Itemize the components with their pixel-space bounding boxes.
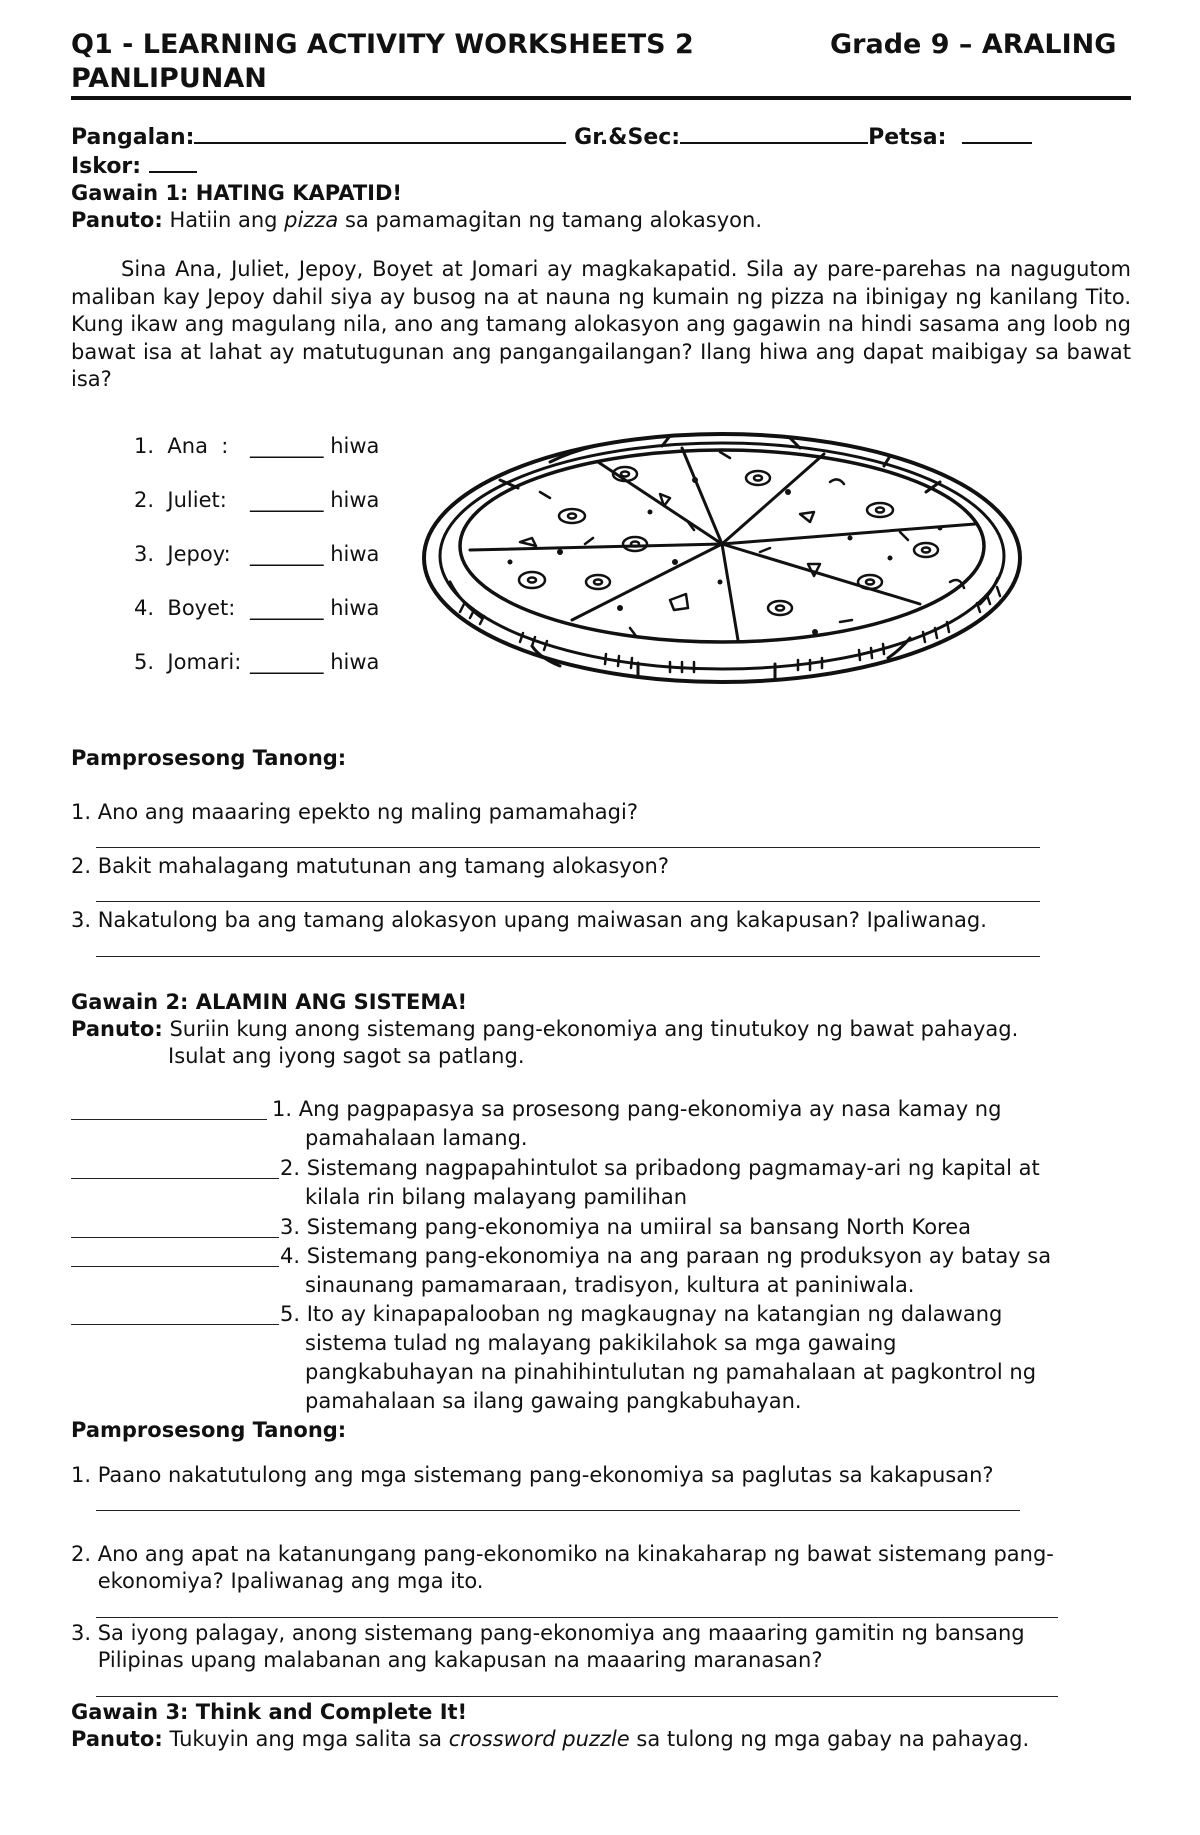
list-item: 3. Sistemang pang-ekonomiya na umiiral sa bansang North Korea: [280, 1215, 972, 1239]
directions-italic: pizza: [284, 208, 339, 232]
date-label: Petsa:: [868, 125, 947, 150]
score-field[interactable]: [149, 151, 197, 173]
pizza-icon: [420, 432, 1025, 694]
gawain1-directions: [71, 207, 762, 234]
worksheet-title: Q1 - LEARNING ACTIVITY WORKSHEETS 2: [71, 29, 694, 60]
answer-line[interactable]: [96, 1510, 1020, 1511]
grade-label: Grade 9 – ARALING: [830, 29, 1117, 60]
directions-text: Suriin kung anong sistemang pang-ekonomiya ang tinutukoy ng bawat pahayag.: [162, 1017, 1019, 1041]
directions-text: sa pamamagitan ng tamang alokasyon.: [338, 208, 762, 232]
list-item-continuation: pamahalaan lamang.: [305, 1126, 528, 1150]
section-field[interactable]: [680, 122, 868, 144]
process-questions-title: Pamprosesong Tanong:: [71, 746, 347, 770]
list-item: 2. Juliet:: [134, 488, 227, 512]
gawain1-title: Gawain 1: HATING KAPATID!: [71, 181, 402, 205]
list-item-continuation: sinaunang pamamaraan, tradisyon, kultura at paniniwala.: [305, 1273, 915, 1297]
name-label: Pangalan:: [71, 125, 195, 150]
list-item: 5. Jomari:: [134, 650, 242, 674]
question-1: 1. Paano nakatutulong ang mga sistemang pang-ekonomiya sa paglutas sa kakapusan?: [71, 1463, 994, 1487]
question-1: 1. Ano ang maaaring epekto ng maling pamamahagi?: [71, 800, 638, 824]
list-item: 3. Jepoy:: [134, 542, 231, 566]
answer-blank[interactable]: _______ hiwa: [250, 434, 380, 458]
worksheet-header: [71, 28, 1131, 96]
question-3: 3. Sa iyong palagay, anong sistemang pang-ekonomiya ang maaaring gamitin ng bansang: [71, 1621, 1025, 1645]
section-label: Gr.&Sec:: [574, 125, 681, 150]
answer-line[interactable]: [96, 901, 1040, 902]
answer-blank[interactable]: _______ hiwa: [250, 488, 380, 512]
directions-text: Hatiin ang: [162, 208, 285, 232]
header-divider: [71, 96, 1131, 100]
directions-label: Panuto:: [71, 1727, 163, 1751]
gawain3-directions: [71, 1726, 1029, 1753]
list-item: 2. Sistemang nagpapahintulot sa pribadong pagmamay-ari ng kapital at: [280, 1156, 1040, 1180]
answer-blank[interactable]: [71, 1119, 267, 1120]
question-3: 3. Nakatulong ba ang tamang alokasyon upang maiwasan ang kakapusan? Ipaliwanag.: [71, 908, 987, 932]
list-item: 1. Ang pagpapasya sa prosesong pang-ekonomiya ay nasa kamay ng: [272, 1097, 1002, 1121]
list-item-continuation: pangkabuhayan na pinahihintulutan ng pamahalaan at pagkontrol ng: [305, 1360, 1037, 1384]
gawain2-directions-line2: Isulat ang iyong sagot sa patlang.: [168, 1044, 525, 1068]
list-item: 4. Boyet:: [134, 596, 236, 620]
list-item: 1. Ana :: [134, 434, 229, 458]
question-2: 2. Bakit mahalagang matutunan ang tamang alokasyon?: [71, 854, 669, 878]
directions-label: Panuto:: [71, 1017, 163, 1041]
list-item-continuation: kilala rin bilang malayang pamilihan: [305, 1185, 687, 1209]
answer-blank[interactable]: [71, 1178, 279, 1179]
answer-blank[interactable]: _______ hiwa: [250, 542, 380, 566]
answer-line[interactable]: [96, 847, 1040, 848]
answer-blank[interactable]: [71, 1266, 279, 1267]
answer-line[interactable]: [96, 956, 1040, 957]
answer-blank[interactable]: [71, 1324, 279, 1325]
gawain3-title: Gawain 3: Think and Complete It!: [71, 1700, 468, 1724]
list-item-continuation: sistema tulad ng malayang pakikilahok sa mga gawaing: [305, 1331, 897, 1355]
answer-line[interactable]: [96, 1617, 1058, 1618]
student-info: [71, 122, 1032, 152]
answer-blank[interactable]: _______ hiwa: [250, 650, 380, 674]
question-2-continuation: ekonomiya? Ipaliwanag ang mga ito.: [71, 1569, 484, 1593]
gawain2-title: Gawain 2: ALAMIN ANG SISTEMA!: [71, 990, 468, 1014]
list-item: 4. Sistemang pang-ekonomiya na ang paraan ng produksyon ay batay sa: [280, 1244, 1052, 1268]
date-field[interactable]: [962, 122, 1032, 144]
gawain1-paragraph: Sina Ana, Juliet, Jepoy, Boyet at Jomari ay magkakapatid. Sila ay pare-parehas na nagugutom maliban kay Jepoy dahil siya ay busog na at nauna ng kumain ng pizza na ibinigay ng kanilang Tito. Kung ikaw ang magulang nila, ano ang tamang alokasyon ang gagawin na hindi sasama ang loob ng bawat isa at lahat ay matutugunan ang pangangailangan? Ilang hiwa ang dapat maibigay sa bawat isa?: [71, 257, 1131, 391]
list-item-continuation: pamahalaan sa ilang gawaing pangkabuhayan.: [305, 1389, 802, 1413]
score-label: Iskor:: [71, 154, 142, 179]
name-field[interactable]: [194, 122, 566, 144]
question-2: 2. Ano ang apat na katanungang pang-ekonomiko na kinakaharap ng bawat sistemang pang-: [71, 1542, 1054, 1566]
directions-italic: crossword puzzle: [448, 1727, 630, 1751]
answer-blank[interactable]: [71, 1237, 279, 1238]
process-questions-title: Pamprosesong Tanong:: [71, 1418, 347, 1442]
list-item: 5. Ito ay kinapapalooban ng magkaugnay na katangian ng dalawang: [280, 1302, 1003, 1326]
directions-text: Tukuyin ang mga salita sa: [162, 1727, 449, 1751]
subject-label: PANLIPUNAN: [71, 63, 267, 94]
directions-label: Panuto:: [71, 208, 163, 232]
answer-line[interactable]: [96, 1696, 1058, 1697]
question-3-continuation: Pilipinas upang malabanan ang kakapusan na maaaring maranasan?: [71, 1648, 823, 1672]
gawain2-directions: [71, 1016, 1018, 1043]
answer-blank[interactable]: _______ hiwa: [250, 596, 380, 620]
score-row: [71, 151, 197, 181]
directions-text: sa tulong ng mga gabay na pahayag.: [629, 1727, 1030, 1751]
